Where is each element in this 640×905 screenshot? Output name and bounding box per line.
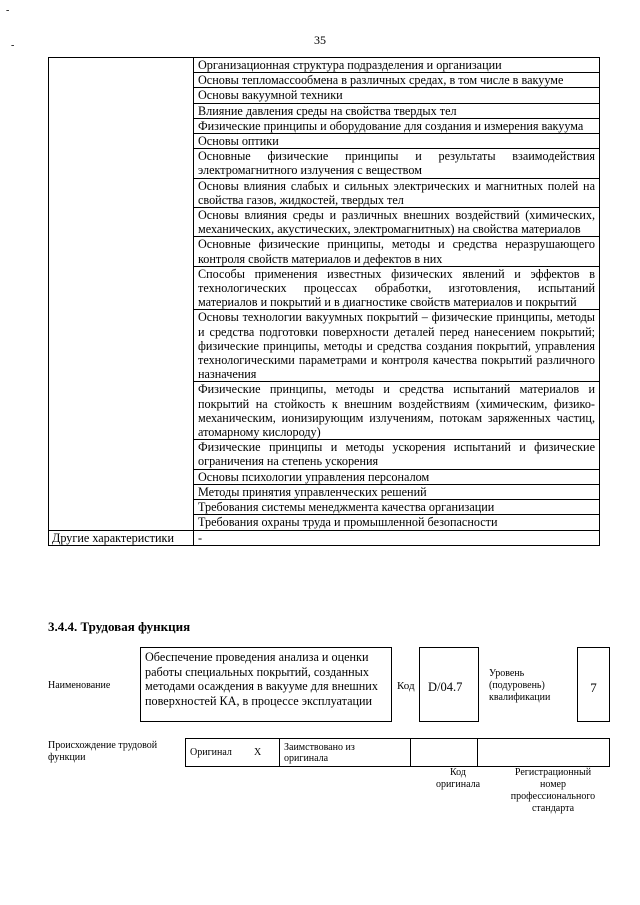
knowledge-item: Организационная структура подразделения и организации [194,58,600,73]
function-name-label: Наименование [48,680,111,691]
margin-mark: - [6,5,10,16]
knowledge-item: Основные физические принципы, методы и средства неразрушающего контроля свойств материалов и дефектов в них [194,237,600,266]
code-value-box: D/04.7 [419,647,479,722]
margin-mark: - [11,40,15,51]
knowledge-item: Основные физические принципы и результаты взаимодействия электромагнитного излучения с веществом [194,149,600,178]
borrowed-label: Заимствовано из оригинала [280,739,411,767]
reg-number-caption: Регистрационный номер профессионального стандарта [510,767,596,814]
function-name-box: Обеспечение проведения анализа и оценки работы специальных покрытий, созданных методами осаждения в вакууме для внешних поверхностей КА, в процессе эксплуатации [140,647,392,722]
qualification-level-box: 7 [577,647,610,722]
knowledge-item: Требования охраны труда и промышленной безопасности [194,515,600,530]
knowledge-item: Физические принципы, методы и средства испытаний материалов и покрытий на стойкость к внешним воздействиям (химическим, физико-механическим, ионизирующим излучениям, потокам заряженных частиц, атомарному кислороду) [194,382,600,440]
other-characteristics-value: - [194,530,600,545]
knowledge-item: Основы оптики [194,134,600,149]
knowledge-item: Основы технологии вакуумных покрытий – физические принципы, методы и средства подготовки поверхности деталей перед нанесением покрытий; физические принципы, методы и средства создания покрытий, управления технологическими параметрами и контроля качества покрытий различного назначения [194,310,600,382]
original-label: Оригинал [186,739,251,767]
knowledge-item: Физические принципы и методы ускорения испытаний и физические ограничения на степень ускорения [194,440,600,469]
knowledge-item: Основы влияния среды и различных внешних воздействий (химических, механических, акустических, электромагнитных) на свойства материалов [194,208,600,237]
knowledge-table [48,57,600,546]
code-label: Код [397,680,415,692]
knowledge-item: Способы применения известных физических явлений и эффектов в технологических процессах обработки, изготовления, испытаний материалов и покрытий и в диагностике свойств материалов и покрытий [194,266,600,310]
knowledge-item: Основы тепломассообмена в различных средах, в том числе в вакууме [194,73,600,88]
original-mark: X [250,739,280,767]
other-characteristics-label: Другие характеристики [49,530,194,545]
reg-number-cell [478,739,610,767]
section-title: 3.4.4. Трудовая функция [48,619,191,634]
knowledge-item: Влияние давления среды на свойства твердых тел [194,103,600,118]
knowledge-item: Основы влияния слабых и сильных электрических и магнитных полей на свойства газов, жидкостей, твердых тел [194,178,600,207]
origin-table [185,738,610,767]
original-code-cell [411,739,478,767]
knowledge-item: Физические принципы и оборудование для создания и измерения вакуума [194,118,600,133]
knowledge-item: Требования системы менеджмента качества организации [194,500,600,515]
knowledge-item: Методы принятия управленческих решений [194,484,600,499]
knowledge-item: Основы вакуумной техники [194,88,600,103]
knowledge-label-cell [49,58,194,531]
qualification-level-label: Уровень (подуровень) квалификации [489,668,551,703]
code-original-caption: Код оригинала [435,767,481,790]
origin-label: Происхождение трудовой функции [48,740,158,763]
knowledge-item: Основы психологии управления персоналом [194,469,600,484]
page-number: 35 [314,33,326,47]
